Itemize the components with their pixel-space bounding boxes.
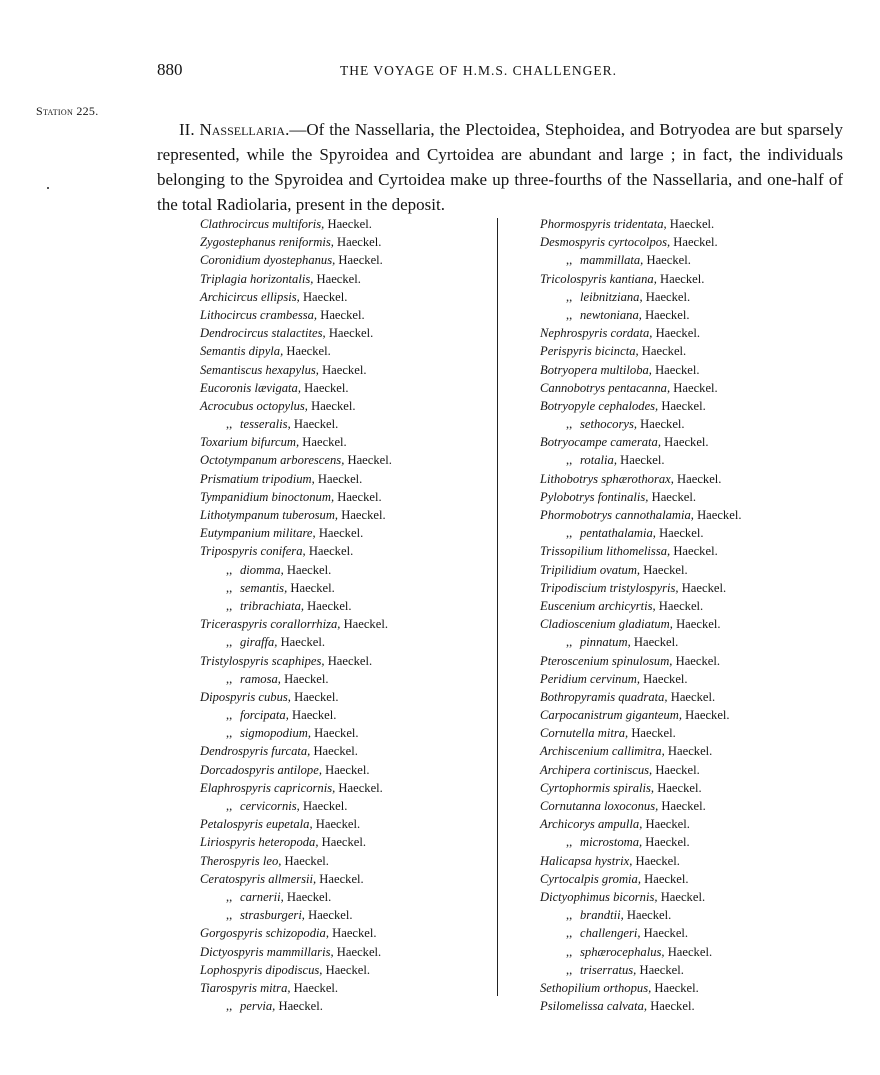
- species-entry: [540, 688, 741, 706]
- species-author: Haeckel.: [641, 307, 690, 322]
- species-author: Haeckel.: [648, 489, 696, 504]
- species-name: Nephrospyris cordata,: [540, 326, 653, 341]
- species-author: Haeckel.: [640, 871, 689, 886]
- species-entry: [200, 852, 392, 870]
- species-entry: [540, 251, 741, 269]
- species-author: Haeckel.: [661, 435, 709, 450]
- section-numeral: II.: [179, 120, 195, 139]
- species-name: Pteroscenium spinulosum,: [540, 653, 673, 668]
- species-entry: [540, 833, 741, 851]
- species-name: tesseralis,: [240, 417, 291, 432]
- species-author: Haeckel.: [670, 235, 718, 250]
- intro-text: .—Of the Nassellaria, the Plectoidea, Stephoidea, and Botryodea are but sparsely represented, while the Spyroidea and Cyrtoidea are abundant and large ; in fact, the individuals belonging to the Spyroidea and Cyrtoidea make up three-fourths of the Nassellaria, and one-half of the total Radiolaria, present in the deposit.: [157, 120, 843, 214]
- species-author: Haeckel.: [654, 780, 702, 795]
- species-entry: [200, 415, 392, 433]
- species-name: Triceraspyris corallorrhiza,: [200, 617, 341, 632]
- species-author: Haeckel.: [299, 799, 348, 813]
- species-entry: [540, 215, 741, 233]
- species-entry: [540, 670, 741, 688]
- species-author: Haeckel.: [324, 217, 372, 231]
- species-author: Haeckel.: [640, 926, 689, 941]
- species-author: Haeckel.: [651, 362, 700, 377]
- species-entry: [540, 470, 741, 488]
- species-author: Haeckel.: [642, 817, 690, 832]
- species-name: carnerii,: [240, 889, 284, 904]
- species-entry: [540, 797, 741, 815]
- species-entry: [200, 451, 392, 469]
- ditto-mark: ,,: [226, 417, 233, 432]
- ditto-mark: ,,: [226, 580, 233, 595]
- species-name: brandtii,: [580, 908, 624, 923]
- species-entry: [540, 652, 741, 670]
- species-entry: [200, 361, 392, 379]
- species-name: Peridium cervinum,: [540, 671, 641, 686]
- species-author: Haeckel.: [340, 617, 388, 632]
- species-entry: [540, 597, 741, 615]
- species-name: Botryocampe camerata,: [540, 435, 662, 450]
- species-entry: [540, 979, 741, 997]
- scan-speck: [47, 187, 49, 189]
- species-entry: [540, 324, 741, 342]
- species-entry: [200, 342, 392, 360]
- species-author: Haeckel.: [651, 980, 699, 995]
- species-author: Haeckel.: [313, 271, 361, 286]
- species-entry: [200, 924, 392, 942]
- species-entry: [200, 306, 392, 324]
- species-name: Cyrtocalpis gromia,: [540, 871, 641, 886]
- species-entry: [200, 633, 392, 651]
- species-name: forcipata,: [240, 708, 289, 723]
- species-author: Haeckel.: [623, 908, 672, 923]
- species-name: sigmopodium,: [240, 726, 312, 741]
- ditto-mark: ,,: [566, 526, 573, 541]
- species-entry: [200, 433, 392, 451]
- species-author: Haeckel.: [338, 508, 386, 522]
- species-name: Dendrocircus stalactites,: [200, 326, 326, 341]
- species-author: Haeckel.: [670, 544, 718, 559]
- species-name: Zygostephanus reniformis,: [200, 235, 334, 250]
- column-divider: [497, 218, 498, 996]
- species-name: Perispyris bicincta,: [540, 344, 639, 359]
- species-name: Liriospyris heteropoda,: [200, 835, 319, 850]
- species-entry: [540, 270, 741, 288]
- species-name: Botryopera multiloba,: [540, 362, 652, 377]
- ditto-mark: ,,: [226, 598, 233, 613]
- species-author: Haeckel.: [667, 689, 716, 704]
- species-entry: [200, 652, 392, 670]
- ditto-mark: ,,: [566, 962, 573, 977]
- species-entry: [200, 488, 392, 506]
- species-name: Euscenium archicyrtis,: [540, 598, 656, 613]
- species-author: Haeckel.: [335, 780, 383, 795]
- ditto-mark: ,,: [226, 671, 233, 686]
- species-entry: [540, 961, 741, 979]
- species-name: triserratus,: [580, 962, 637, 977]
- species-author: Haeckel.: [316, 871, 364, 886]
- station-margin-note: Station 225.: [36, 104, 99, 118]
- ditto-mark: ,,: [566, 908, 573, 923]
- species-entry: [540, 997, 741, 1015]
- ditto-mark: ,,: [226, 908, 233, 923]
- species-author: Haeckel.: [656, 271, 705, 286]
- species-entry: [540, 906, 741, 924]
- species-name: Carpocanistrum giganteum,: [540, 708, 683, 723]
- species-name: newtoniana,: [580, 307, 642, 322]
- species-entry: [200, 797, 392, 815]
- species-entry: [200, 215, 392, 233]
- ditto-mark: ,,: [226, 562, 233, 577]
- species-entry: [540, 524, 741, 542]
- species-entry: [540, 397, 741, 415]
- species-author: Haeckel.: [658, 799, 706, 813]
- species-name: Bothropyramis quadrata,: [540, 689, 668, 704]
- species-name: Trissopilium lithomelissa,: [540, 544, 671, 559]
- species-entry: [200, 906, 392, 924]
- species-author: Haeckel.: [299, 289, 348, 304]
- species-entry: [540, 870, 741, 888]
- species-name: Semantis dipyla,: [200, 344, 284, 359]
- species-name: Lithobotrys sphærothorax,: [540, 471, 674, 486]
- species-name: Triplagia horizontalis,: [200, 271, 314, 286]
- species-author: Haeckel.: [299, 435, 347, 450]
- species-name: Tripilidium ovatum,: [540, 562, 641, 577]
- species-name: microstoma,: [580, 835, 643, 850]
- page-number: 880: [157, 60, 183, 79]
- species-list-left: [200, 215, 392, 1015]
- species-name: Cladioscenium gladiatum,: [540, 617, 673, 632]
- species-author: Haeckel.: [655, 526, 704, 541]
- species-entry: [200, 579, 392, 597]
- species-name: Halicapsa hystrix,: [540, 853, 633, 868]
- species-entry: [540, 888, 741, 906]
- species-name: Clathrocircus multiforis,: [200, 217, 325, 231]
- ditto-mark: ,,: [226, 799, 233, 813]
- species-author: Haeckel.: [638, 344, 687, 359]
- species-author: Haeckel.: [324, 653, 373, 668]
- ditto-mark: ,,: [226, 889, 233, 904]
- species-name: Ceratospyris allmersii,: [200, 871, 317, 886]
- ditto-mark: ,,: [566, 289, 573, 304]
- species-name: Gorgospyris schizopodia,: [200, 926, 329, 941]
- species-author: Haeckel.: [304, 908, 353, 923]
- ditto-mark: ,,: [566, 835, 573, 850]
- species-author: Haeckel.: [283, 889, 332, 904]
- species-author: Haeckel.: [673, 471, 722, 486]
- ditto-mark: ,,: [226, 635, 233, 650]
- species-author: Haeckel.: [290, 980, 339, 995]
- species-author: Haeckel.: [290, 417, 339, 432]
- species-author: Haeckel.: [652, 762, 700, 777]
- species-name: Desmospyris cyrtocolpos,: [540, 235, 671, 250]
- species-entry: [200, 742, 392, 760]
- species-entry: [540, 706, 741, 724]
- species-name: Archiscenium callimitra,: [540, 744, 665, 759]
- intro-paragraph: [157, 117, 843, 217]
- species-entry: [540, 415, 741, 433]
- species-author: Haeckel.: [315, 526, 364, 541]
- species-name: Lithotympanum tuberosum,: [200, 508, 339, 522]
- species-author: Haeckel.: [300, 380, 349, 395]
- species-author: Haeckel.: [670, 380, 718, 395]
- species-entry: [200, 943, 392, 961]
- species-author: Haeckel.: [640, 562, 688, 577]
- species-entry: [200, 779, 392, 797]
- species-author: Haeckel.: [318, 835, 367, 850]
- species-author: Haeckel.: [652, 326, 700, 341]
- species-entry: [540, 742, 741, 760]
- species-author: Haeckel.: [642, 835, 690, 850]
- species-author: Haeckel.: [693, 508, 742, 522]
- species-name: Sethopilium orthopus,: [540, 980, 652, 995]
- species-author: Haeckel.: [655, 598, 704, 613]
- species-entry: [200, 961, 392, 979]
- species-entry: [200, 324, 392, 342]
- species-author: Haeckel.: [636, 962, 684, 977]
- ditto-mark: ,,: [226, 999, 233, 1014]
- ditto-mark: ,,: [566, 926, 573, 941]
- species-entry: [200, 815, 392, 833]
- species-name: challengeri,: [580, 926, 641, 941]
- species-author: Haeckel.: [307, 398, 356, 413]
- species-entry: [540, 306, 741, 324]
- species-name: Dendrospyris furcata,: [200, 744, 311, 759]
- species-entry: [200, 561, 392, 579]
- species-author: Haeckel.: [280, 671, 329, 686]
- species-name: Archicorys ampulla,: [540, 817, 643, 832]
- species-author: Haeckel.: [642, 289, 691, 304]
- species-author: Haeckel.: [616, 453, 665, 468]
- species-author: Haeckel.: [317, 307, 365, 322]
- species-author: Haeckel.: [314, 471, 363, 486]
- species-entry: [200, 506, 392, 524]
- species-author: Haeckel.: [647, 999, 695, 1014]
- species-name: Psilomelissa calvata,: [540, 999, 648, 1014]
- species-entry: [540, 633, 741, 651]
- species-entry: [200, 542, 392, 560]
- species-entry: [200, 706, 392, 724]
- species-author: Haeckel.: [333, 944, 382, 959]
- species-entry: [540, 724, 741, 742]
- species-entry: [200, 379, 392, 397]
- species-author: Haeckel.: [664, 944, 713, 959]
- species-entry: [200, 270, 392, 288]
- species-author: Haeckel.: [664, 744, 713, 759]
- species-entry: [540, 451, 741, 469]
- species-entry: [200, 233, 392, 251]
- species-author: Haeckel.: [637, 417, 685, 432]
- species-entry: [540, 852, 741, 870]
- species-entry: [540, 779, 741, 797]
- species-entry: [200, 470, 392, 488]
- species-name: rotalia,: [580, 453, 617, 468]
- ditto-mark: ,,: [566, 307, 573, 322]
- species-author: Haeckel.: [344, 453, 392, 468]
- species-entry: [200, 997, 392, 1015]
- species-name: Tiarospyris mitra,: [200, 980, 291, 995]
- species-author: Haeckel.: [335, 253, 383, 268]
- species-list-right: [540, 215, 741, 1015]
- species-entry: [540, 379, 741, 397]
- species-author: Haeckel.: [672, 617, 721, 632]
- species-name: Lophospyris dipodiscus,: [200, 962, 323, 977]
- species-author: Haeckel.: [630, 635, 679, 650]
- species-name: semantis,: [240, 580, 288, 595]
- species-name: Cornutella mitra,: [540, 726, 629, 741]
- species-author: Haeckel.: [666, 217, 715, 231]
- species-name: mammillata,: [580, 253, 644, 268]
- species-author: Haeckel.: [328, 926, 377, 941]
- species-entry: [200, 688, 392, 706]
- species-name: giraffa,: [240, 635, 278, 650]
- species-entry: [540, 815, 741, 833]
- species-entry: [540, 542, 741, 560]
- species-author: Haeckel.: [672, 653, 721, 668]
- ditto-mark: ,,: [566, 253, 573, 268]
- species-entry: [200, 397, 392, 415]
- species-entry: [200, 833, 392, 851]
- species-entry: [540, 579, 741, 597]
- species-name: Dictyophimus bicornis,: [540, 889, 658, 904]
- species-entry: [540, 488, 741, 506]
- species-author: Haeckel.: [288, 708, 337, 723]
- species-author: Haeckel.: [632, 853, 680, 868]
- species-author: Haeckel.: [283, 344, 331, 359]
- species-name: pervia,: [240, 999, 276, 1014]
- species-name: Dipospyris cubus,: [200, 689, 291, 704]
- species-name: pentathalamia,: [580, 526, 656, 541]
- species-author: Haeckel.: [333, 235, 382, 250]
- section-heading: Nassellaria: [199, 120, 286, 139]
- species-name: sethocorys,: [580, 417, 638, 432]
- species-author: Haeckel.: [310, 744, 358, 759]
- species-name: Tricolospyris kantiana,: [540, 271, 657, 286]
- species-entry: [540, 342, 741, 360]
- species-name: Octotympanum arborescens,: [200, 453, 345, 468]
- species-author: Haeckel.: [318, 362, 367, 377]
- species-author: Haeckel.: [678, 580, 727, 595]
- ditto-mark: ,,: [226, 726, 233, 741]
- species-entry: [200, 288, 392, 306]
- species-name: Phormospyris tridentata,: [540, 217, 667, 231]
- species-entry: [200, 615, 392, 633]
- species-entry: [540, 361, 741, 379]
- species-name: Dorcadospyris antilope,: [200, 762, 322, 777]
- species-entry: [200, 761, 392, 779]
- species-author: Haeckel.: [682, 708, 730, 723]
- species-name: Elaphrospyris capricornis,: [200, 780, 336, 795]
- species-name: Tripospyris conifera,: [200, 544, 306, 559]
- species-name: Pylobotrys fontinalis,: [540, 489, 649, 504]
- species-author: Haeckel.: [311, 726, 359, 741]
- species-author: Haeckel.: [277, 635, 325, 650]
- ditto-mark: ,,: [566, 417, 573, 432]
- species-author: Haeckel.: [334, 489, 382, 504]
- species-entry: [540, 561, 741, 579]
- species-name: ramosa,: [240, 671, 281, 686]
- species-author: Haeckel.: [305, 544, 354, 559]
- species-name: leibnitziana,: [580, 289, 643, 304]
- species-author: Haeckel.: [312, 817, 361, 832]
- species-name: Coronidium dyostephanus,: [200, 253, 336, 268]
- species-entry: [200, 888, 392, 906]
- species-name: cervicornis,: [240, 799, 300, 813]
- species-name: Petalospyris eupetala,: [200, 817, 313, 832]
- species-name: Semantiscus hexapylus,: [200, 362, 319, 377]
- ditto-mark: ,,: [226, 708, 233, 723]
- species-author: Haeckel.: [658, 398, 706, 413]
- species-author: Haeckel.: [640, 671, 688, 686]
- species-name: strasburgeri,: [240, 908, 305, 923]
- species-entry: [540, 433, 741, 451]
- species-name: pinnatum,: [580, 635, 631, 650]
- species-entry: [200, 251, 392, 269]
- species-name: Cornutanna loxoconus,: [540, 799, 659, 813]
- species-name: Lithocircus crambessa,: [200, 307, 318, 322]
- species-author: Haeckel.: [304, 598, 352, 613]
- species-entry: [540, 615, 741, 633]
- species-entry: [540, 761, 741, 779]
- species-name: Cyrtophormis spiralis,: [540, 780, 655, 795]
- species-entry: [200, 670, 392, 688]
- species-author: Haeckel.: [325, 326, 374, 341]
- species-author: Haeckel.: [322, 962, 370, 977]
- species-name: Eutympanium militare,: [200, 526, 316, 541]
- running-title: THE VOYAGE OF H.M.S. CHALLENGER.: [340, 63, 618, 78]
- species-name: Dictyospyris mammillaris,: [200, 944, 334, 959]
- species-name: Tympanidium binoctonum,: [200, 489, 335, 504]
- species-entry: [200, 524, 392, 542]
- species-author: Haeckel.: [281, 853, 329, 868]
- ditto-mark: ,,: [566, 635, 573, 650]
- species-entry: [200, 597, 392, 615]
- species-name: Archicircus ellipsis,: [200, 289, 300, 304]
- species-name: diomma,: [240, 562, 284, 577]
- species-name: Tripodiscium tristylospyris,: [540, 580, 679, 595]
- species-author: Haeckel.: [290, 689, 339, 704]
- species-name: Cannobotrys pentacanna,: [540, 380, 671, 395]
- species-name: Phormobotrys cannothalamia,: [540, 508, 694, 522]
- species-author: Haeckel.: [287, 580, 335, 595]
- species-name: Toxarium bifurcum,: [200, 435, 300, 450]
- species-entry: [540, 506, 741, 524]
- species-entry: [540, 943, 741, 961]
- species-author: Haeckel.: [275, 999, 323, 1014]
- species-entry: [540, 924, 741, 942]
- species-name: Eucoronis lævigata,: [200, 380, 301, 395]
- species-entry: [200, 724, 392, 742]
- species-name: sphærocephalus,: [580, 944, 665, 959]
- species-name: tribrachiata,: [240, 598, 305, 613]
- species-name: Therospyris leo,: [200, 853, 282, 868]
- species-name: Archipera cortiniscus,: [540, 762, 653, 777]
- species-entry: [540, 288, 741, 306]
- species-author: Haeckel.: [283, 562, 332, 577]
- ditto-mark: ,,: [566, 453, 573, 468]
- species-entry: [200, 979, 392, 997]
- species-entry: [540, 233, 741, 251]
- species-name: Acrocubus octopylus,: [200, 398, 308, 413]
- species-name: Tristylospyris scaphipes,: [200, 653, 325, 668]
- species-name: Botryopyle cephalodes,: [540, 398, 659, 413]
- species-author: Haeckel.: [657, 889, 706, 904]
- species-entry: [200, 870, 392, 888]
- ditto-mark: ,,: [566, 944, 573, 959]
- species-author: Haeckel.: [321, 762, 370, 777]
- species-author: Haeckel.: [628, 726, 676, 741]
- species-author: Haeckel.: [643, 253, 691, 268]
- species-name: Prismatium tripodium,: [200, 471, 315, 486]
